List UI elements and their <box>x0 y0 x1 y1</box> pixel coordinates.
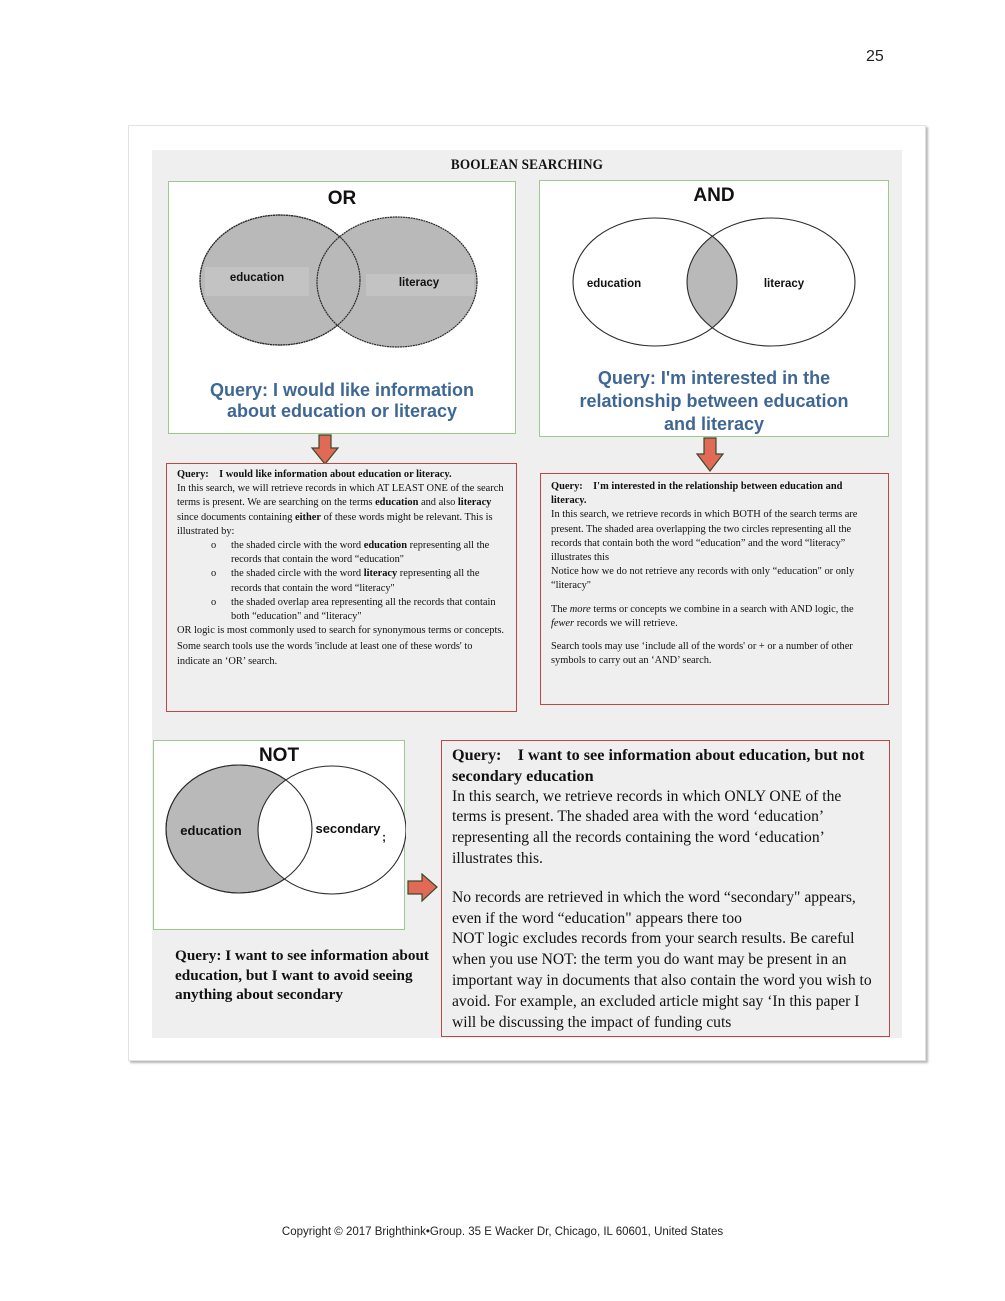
or-bullet-list <box>177 539 506 624</box>
and-search-tools-paragraph: Search tools may use ‘include all of the words' or + or a number of other symbols to carry out an ‘AND’ search. <box>551 641 853 667</box>
or-search-tools-paragraph: Some search tools use the words 'include at least one of these words' to indicate an ‘OR’ search. <box>177 641 473 667</box>
not-label-mark: ; <box>382 832 386 844</box>
page-footer: Copyright © 2017 Brighthink•Group. 35 E Wacker Dr, Chicago, IL 60601, United States <box>281 1226 724 1238</box>
and-label-literacy: literacy <box>763 278 805 290</box>
or-explanation-box <box>166 463 517 712</box>
figure-title: BOOLEAN SEARCHING <box>450 157 604 173</box>
or-down-arrow-icon <box>310 434 340 466</box>
not-query-caption: Query: I want to see information about education, but I want to avoid seeing anything about secondary <box>175 947 429 1003</box>
and-diagram-box <box>539 180 889 437</box>
not-no-records-paragraph: No records are retrieved in which the word “secondary" appears, even if the word “education" appears there too <box>452 888 856 927</box>
and-query-caption <box>540 367 888 436</box>
not-right-arrow-icon <box>407 873 439 903</box>
not-diagram-box <box>153 740 405 930</box>
and-query-statement: Query: I'm interested in the relationship between education and literacy. <box>551 481 843 507</box>
or-label-education: education <box>229 272 285 284</box>
or-intro-paragraph: In this search, we will retrieve records in which AT LEAST ONE of the search terms is present. We are searching on the terms education and also literacy since documents containing either of these words might be relevant. This is illustrated by: <box>177 483 504 537</box>
or-query-caption <box>169 380 515 422</box>
and-notice-paragraph: Notice how we do not retrieve any records with only “education" or only “literacy" <box>551 566 855 592</box>
or-heading: OR <box>327 188 357 209</box>
not-caution-paragraph: NOT logic excludes records from your search results. Be careful when you use NOT: the term you do want may be present in an important way in documents that also contain the word you wish to avoid. For example, an excluded article might say ‘In this paper I will be discussing the impact of funding cuts <box>452 930 872 1031</box>
or-label-literacy: literacy <box>398 277 440 289</box>
not-label-secondary: secondary <box>315 821 381 836</box>
or-query-statement: Query: I would like information about education or literacy. <box>177 469 452 480</box>
and-query-line-3: and literacy <box>663 414 765 434</box>
not-query-statement: Query: I want to see information about education, but not secondary education <box>452 746 865 785</box>
not-venn-diagram <box>154 741 406 931</box>
and-more-fewer-paragraph: The more terms or concepts we combine in a search with AND logic, the fewer records we will retrieve. <box>551 603 854 629</box>
and-query-line-2: relationship between education <box>579 391 849 411</box>
and-down-arrow-icon <box>695 437 725 473</box>
not-intro-paragraph: In this search, we retrieve records in which ONLY ONE of the terms is present. The shaded area with the word ‘education’ representing all the records containing the word ‘education’ illustrates this. <box>452 787 842 867</box>
not-heading: NOT <box>258 745 300 766</box>
and-query-line-1: Query: I'm interested in the <box>597 368 831 388</box>
or-bullet-item: o the shaded overlap area representing all the records that contain both “education" and “literacy" <box>211 596 496 623</box>
or-synonyms-paragraph: OR logic is most commonly used to search for synonymous terms or concepts. <box>177 625 504 637</box>
and-intro-paragraph: In this search, we retrieve records in which BOTH of the search terms are present. The shaded area overlapping the two circles representing all the records that contain both the word “education” and the word “literacy” illustrates this <box>551 509 858 564</box>
or-query-line-1: Query: I would like information <box>209 380 475 400</box>
or-bullet-item: o the shaded circle with the word education representing all the records that contain the word “education" <box>211 540 490 566</box>
or-bullet-item: o the shaded circle with the word literacy representing all the records that contain the word “literacy" <box>211 568 480 594</box>
and-label-education: education <box>586 278 642 290</box>
or-query-line-2: about education or literacy <box>226 401 458 421</box>
page-number: 25 <box>866 48 884 65</box>
or-diagram-box <box>168 181 516 434</box>
and-heading: AND <box>693 185 735 206</box>
and-explanation-box <box>540 473 889 705</box>
not-label-education: education <box>180 823 242 838</box>
not-explanation-box <box>441 740 890 1037</box>
